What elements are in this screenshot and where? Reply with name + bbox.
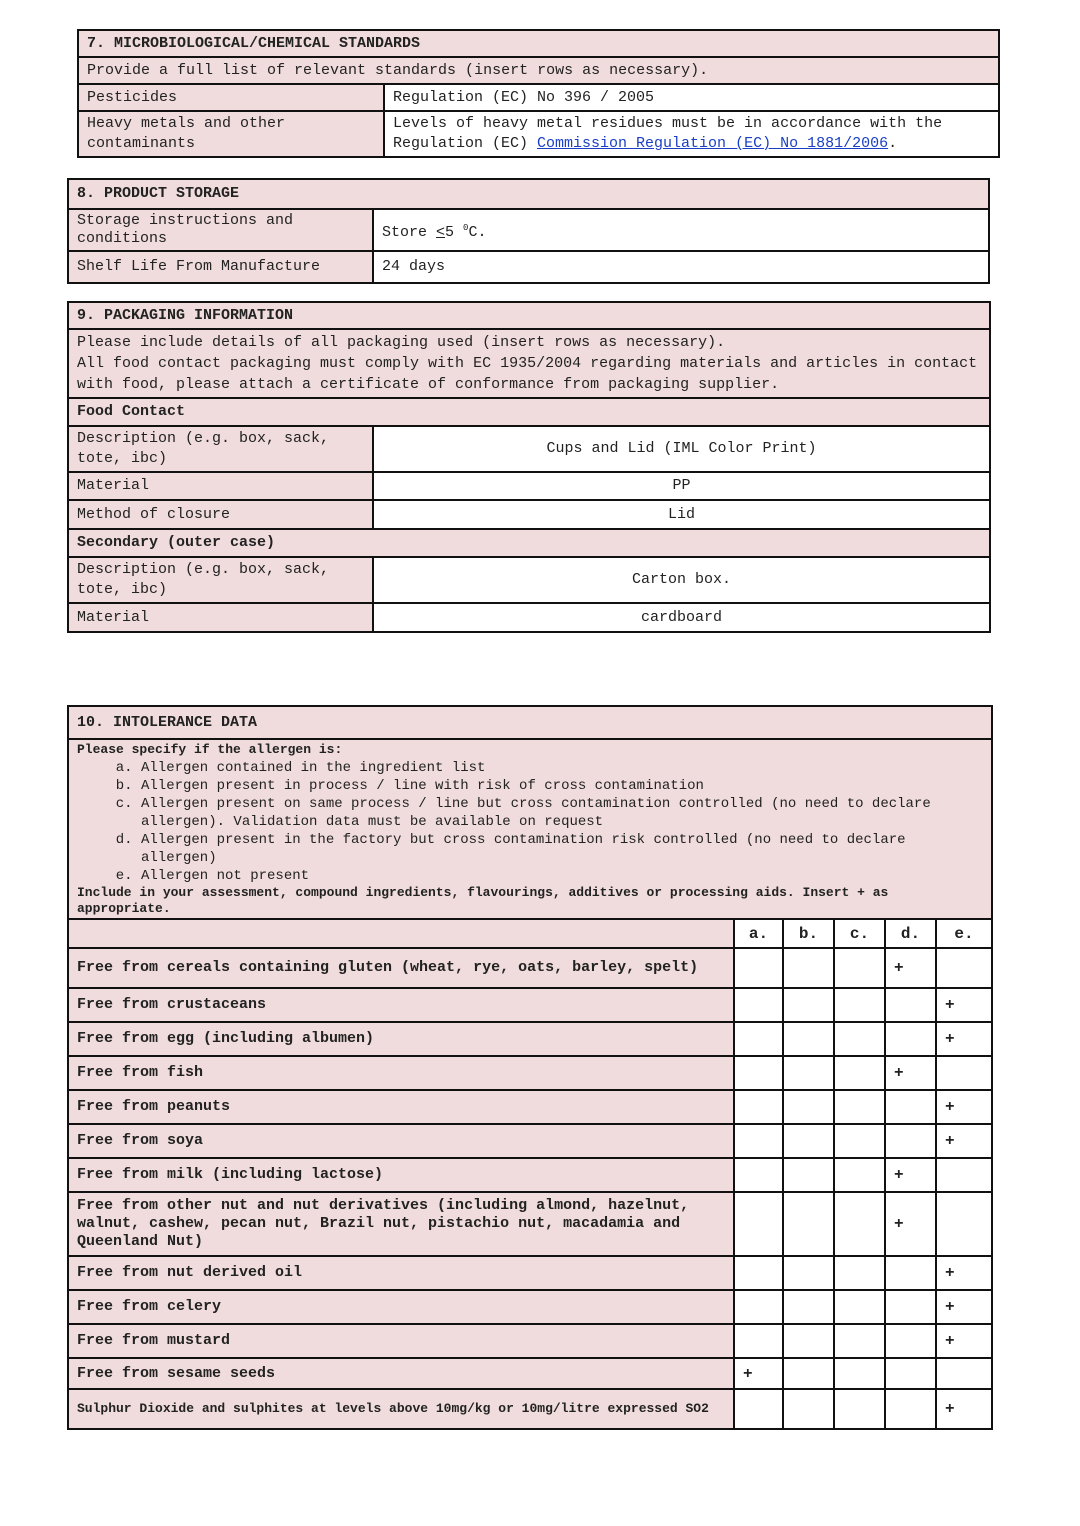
allergen-row: [68, 988, 992, 1022]
allergen-cell-c[interactable]: [834, 1056, 885, 1090]
allergen-label: Free from other nut and nut derivatives (including almond, hazelnut, walnut, cashew, pecan nut, Brazil nut, pistachio nut, macadamia and Queenland Nut): [68, 1192, 734, 1256]
pesticides-label: Pesticides: [78, 84, 384, 111]
plus-mark: +: [894, 1064, 904, 1082]
allergen-label: Free from sesame seeds: [68, 1358, 734, 1389]
allergen-cell-b[interactable]: [783, 1090, 834, 1124]
plus-mark: +: [894, 959, 904, 977]
allergen-label: Free from celery: [68, 1290, 734, 1324]
storage-label: Storage instructions and conditions: [68, 209, 373, 251]
allergen-row: [68, 948, 992, 988]
allergen-cell-c[interactable]: [834, 948, 885, 988]
allergen-cell-a[interactable]: [734, 1090, 783, 1124]
allergen-intro: Please specify if the allergen is:: [77, 742, 343, 757]
allergen-cell-b[interactable]: [783, 1056, 834, 1090]
section-10-intro: [68, 739, 992, 919]
allergen-cell-a[interactable]: [734, 1158, 783, 1192]
plus-mark: +: [945, 1298, 955, 1316]
closure-value: Lid: [373, 500, 990, 529]
storage-le-symbol: <: [436, 223, 446, 241]
heavy-metals-value: [384, 111, 999, 157]
allergen-cell-b[interactable]: [783, 1389, 834, 1429]
allergen-cell-d[interactable]: [885, 1056, 936, 1090]
allergen-cell-e[interactable]: [936, 1290, 992, 1324]
allergen-row: [68, 1324, 992, 1358]
allergen-cell-d[interactable]: [885, 1124, 936, 1158]
column-header-e: e.: [936, 919, 992, 948]
allergen-label: Free from nut derived oil: [68, 1256, 734, 1290]
section-10-table: [67, 705, 993, 1430]
storage-unit: C.: [468, 223, 487, 241]
allergen-cell-b[interactable]: [783, 1158, 834, 1192]
allergen-cell-b[interactable]: [783, 1192, 834, 1256]
heavy-metals-period: .: [888, 135, 898, 152]
header-blank-cell: [68, 919, 734, 948]
allergen-options-list: [77, 759, 983, 885]
allergen-cell-e[interactable]: [936, 1324, 992, 1358]
plus-mark: +: [945, 1030, 955, 1048]
allergen-label: Free from cereals containing gluten (wheat, rye, oats, barley, spelt): [68, 948, 734, 988]
allergen-cell-a[interactable]: [734, 1358, 783, 1389]
allergen-row: [68, 1192, 992, 1256]
section-9-title: 9. PACKAGING INFORMATION: [68, 302, 990, 329]
allergen-row: [68, 1389, 992, 1429]
food-contact-heading: Food Contact: [68, 398, 990, 426]
shelf-life-label: Shelf Life From Manufacture: [68, 251, 373, 283]
secondary-material-label: Material: [68, 603, 373, 632]
allergen-cell-d[interactable]: [885, 1358, 936, 1389]
allergen-row: [68, 1090, 992, 1124]
commission-regulation-link[interactable]: Commission Regulation (EC) No 1881/2006: [537, 135, 889, 152]
allergen-cell-c[interactable]: [834, 1256, 885, 1290]
allergen-label: Free from soya: [68, 1124, 734, 1158]
food-contact-material-value: PP: [373, 472, 990, 500]
plus-mark: +: [743, 1364, 753, 1383]
allergen-cell-a[interactable]: [734, 1324, 783, 1358]
secondary-heading: Secondary (outer case): [68, 529, 990, 557]
allergen-cell-d[interactable]: [885, 1022, 936, 1056]
allergen-cell-a[interactable]: [734, 1256, 783, 1290]
assessment-note: Include in your assessment, compound ingredients, flavourings, additives or processing aids. Insert + as appropriate.: [77, 885, 889, 916]
secondary-description-label: Description (e.g. box, sack, tote, ibc): [68, 557, 373, 603]
allergen-cell-d[interactable]: [885, 1256, 936, 1290]
section-7-instruction: Provide a full list of relevant standards (insert rows as necessary).: [78, 57, 999, 84]
heavy-metals-label: Heavy metals and other contaminants: [78, 111, 384, 157]
plus-mark: +: [894, 1215, 904, 1233]
allergen-cell-a[interactable]: [734, 1056, 783, 1090]
allergen-cell-a[interactable]: [734, 948, 783, 988]
allergen-cell-c[interactable]: [834, 1090, 885, 1124]
allergen-cell-e[interactable]: [936, 1124, 992, 1158]
allergen-cell-c[interactable]: [834, 1358, 885, 1389]
allergen-cell-b[interactable]: [783, 1022, 834, 1056]
plus-mark: +: [894, 1166, 904, 1184]
allergen-option-e: e. Allergen not present: [141, 867, 983, 885]
allergen-cell-e[interactable]: [936, 948, 992, 988]
allergen-cell-b[interactable]: [783, 948, 834, 988]
allergen-cell-a[interactable]: [734, 1022, 783, 1056]
plus-mark: +: [945, 1400, 955, 1418]
allergen-option-c: c. Allergen present on same process / line but cross contamination controlled (no need to declare allergen). Validation data must be available on request: [141, 795, 983, 831]
allergen-option-b: b. Allergen present in process / line with risk of cross contamination: [141, 777, 983, 795]
section-9-instructions: [68, 329, 990, 398]
storage-temp: 5: [445, 223, 464, 241]
allergen-cell-c[interactable]: [834, 1158, 885, 1192]
pesticides-value: Regulation (EC) No 396 / 2005: [384, 84, 999, 111]
plus-mark: +: [945, 1264, 955, 1282]
plus-mark: +: [945, 1132, 955, 1150]
food-contact-description-label: Description (e.g. box, sack, tote, ibc): [68, 426, 373, 472]
allergen-cell-d[interactable]: [885, 1324, 936, 1358]
allergen-label: Free from milk (including lactose): [68, 1158, 734, 1192]
section-10-title: 10. INTOLERANCE DATA: [68, 706, 992, 739]
allergen-label: Free from peanuts: [68, 1090, 734, 1124]
allergen-cell-c[interactable]: [834, 1290, 885, 1324]
food-contact-material-label: Material: [68, 472, 373, 500]
allergen-cell-d[interactable]: [885, 988, 936, 1022]
allergen-cell-d[interactable]: [885, 1290, 936, 1324]
section-9-table: [67, 301, 991, 633]
section-8-title: 8. PRODUCT STORAGE: [68, 179, 989, 209]
allergen-label: Free from mustard: [68, 1324, 734, 1358]
allergen-cell-b[interactable]: [783, 1290, 834, 1324]
allergen-cell-d[interactable]: [885, 948, 936, 988]
allergen-row: [68, 1056, 992, 1090]
allergen-option-d: d. Allergen present in the factory but cross contamination risk controlled (no need to declare allergen): [141, 831, 983, 867]
plus-mark: +: [945, 996, 955, 1014]
allergen-cell-c[interactable]: [834, 1022, 885, 1056]
allergen-cell-a[interactable]: [734, 1192, 783, 1256]
section-7-table: [77, 29, 1000, 158]
allergen-row: [68, 1158, 992, 1192]
food-contact-description-value: Cups and Lid (IML Color Print): [373, 426, 990, 472]
allergen-cell-b[interactable]: [783, 1124, 834, 1158]
allergen-cell-e[interactable]: [936, 1056, 992, 1090]
allergen-row: [68, 1124, 992, 1158]
allergen-cell-e[interactable]: [936, 1256, 992, 1290]
allergen-rows: [68, 948, 992, 1429]
allergen-label: Sulphur Dioxide and sulphites at levels above 10mg/kg or 10mg/litre expressed SO2: [68, 1389, 734, 1429]
allergen-cell-c[interactable]: [834, 988, 885, 1022]
allergen-cell-e[interactable]: [936, 988, 992, 1022]
allergen-row: [68, 1358, 992, 1389]
allergen-cell-d[interactable]: [885, 1192, 936, 1256]
secondary-material-value: cardboard: [373, 603, 990, 632]
column-header-a: a.: [734, 919, 783, 948]
allergen-cell-a[interactable]: [734, 1290, 783, 1324]
allergen-cell-c[interactable]: [834, 1192, 885, 1256]
section-9-instruction-1: Please include details of all packaging used (insert rows as necessary).: [77, 334, 726, 351]
storage-value: [373, 209, 989, 251]
allergen-cell-c[interactable]: [834, 1124, 885, 1158]
allergen-cell-e[interactable]: [936, 1022, 992, 1056]
allergen-cell-e[interactable]: [936, 1158, 992, 1192]
allergen-cell-b[interactable]: [783, 1358, 834, 1389]
storage-degree: 0: [463, 222, 469, 233]
closure-label: Method of closure: [68, 500, 373, 529]
column-header-c: c.: [834, 919, 885, 948]
allergen-cell-d[interactable]: [885, 1389, 936, 1429]
allergen-cell-b[interactable]: [783, 1324, 834, 1358]
allergen-row: [68, 1022, 992, 1056]
allergen-cell-a[interactable]: [734, 988, 783, 1022]
section-9-instruction-2: All food contact packaging must comply with EC 1935/2004 regarding materials and articles in contact with food, please attach a certificate of conformance from packaging supplier.: [77, 355, 978, 393]
allergen-option-a: a. Allergen contained in the ingredient list: [141, 759, 983, 777]
allergen-cell-e[interactable]: [936, 1192, 992, 1256]
allergen-cell-c[interactable]: [834, 1324, 885, 1358]
allergen-cell-b[interactable]: [783, 988, 834, 1022]
allergen-cell-e[interactable]: [936, 1389, 992, 1429]
allergen-label: Free from fish: [68, 1056, 734, 1090]
allergen-cell-a[interactable]: [734, 1124, 783, 1158]
plus-mark: +: [945, 1332, 955, 1350]
allergen-cell-e[interactable]: [936, 1090, 992, 1124]
allergen-cell-e[interactable]: [936, 1358, 992, 1389]
column-header-d: d.: [885, 919, 936, 948]
allergen-cell-c[interactable]: [834, 1389, 885, 1429]
section-7-title: 7. MICROBIOLOGICAL/CHEMICAL STANDARDS: [78, 30, 999, 57]
allergen-label: Free from egg (including albumen): [68, 1022, 734, 1056]
allergen-row: [68, 1290, 992, 1324]
heavy-metals-text: Levels of heavy metal residues must be in accordance with the Regulation (EC): [393, 115, 943, 152]
storage-store-text: Store: [382, 223, 437, 241]
plus-mark: +: [945, 1098, 955, 1116]
allergen-cell-d[interactable]: [885, 1158, 936, 1192]
allergen-cell-d[interactable]: [885, 1090, 936, 1124]
column-header-b: b.: [783, 919, 834, 948]
allergen-row: [68, 1256, 992, 1290]
shelf-life-value: 24 days: [373, 251, 989, 283]
allergen-cell-a[interactable]: [734, 1389, 783, 1429]
section-8-table: [67, 178, 990, 284]
allergen-cell-b[interactable]: [783, 1256, 834, 1290]
secondary-description-value: Carton box.: [373, 557, 990, 603]
allergen-label: Free from crustaceans: [68, 988, 734, 1022]
